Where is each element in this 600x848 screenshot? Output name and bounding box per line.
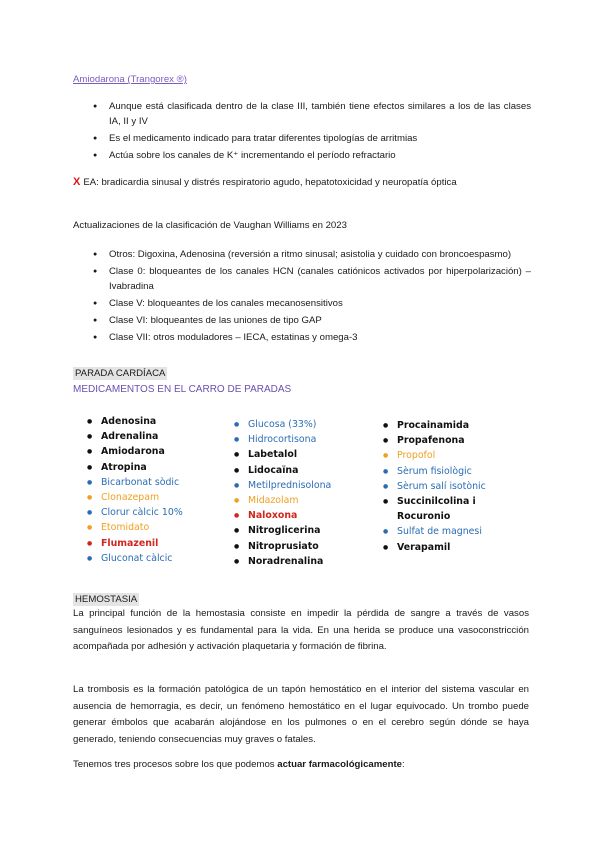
hemostasia-paragraph-2: La trombosis es la formación patológica de un tapón hemostático en el interior del sistema vascular en ausencia de hemorragia, es decir, un fenómeno hemostático en el lugar equivocado. Un trombo puede generar émbolos que acabarán alojándose en los pulmones o en el cerebro según dónde se haya generado, teniendo consecuencias muy graves o fatales. [73,684,529,745]
drug-item: ● Hidrocortisona [230,432,331,447]
red-x-icon: X [73,176,81,188]
drug-item: ● Naloxona [230,508,331,523]
drug-item: ● Flumazenil [83,536,183,551]
drug-item: ● Adrenalina [83,429,183,444]
drug-item: ● Gluconat càlcic [83,551,183,566]
p3-text-start: Tenemos tres procesos sobre los que podemos [73,759,278,770]
list-item: ● Aunque está clasificada dentro de la clase III, también tiene efectos similares a los de las clases IA, II y IV [93,99,531,129]
drug-item: ● Propofol [379,448,486,463]
drug-column-3 [379,418,486,555]
list-item: ● Clase VI: bloqueantes de las uniones de tipo GAP [93,313,531,328]
drug-item: ● Procainamida [379,418,486,433]
hemostasia-paragraph-3 [73,757,529,774]
drug-item: ● Sulfat de magnesi [379,524,486,539]
drug-item: ● Clonazepam [83,490,183,505]
hemostasia-heading: HEMOSTASIA [75,594,138,605]
vaughan-williams-bullets [93,247,531,347]
drug-list-image [73,404,513,574]
amiodarona-bullets [93,99,531,165]
hemostasia-paragraph-1: La principal función de la hemostasia consiste en impedir la pérdida de sangre a través de vasos sanguíneos lesionados y es fundamental para la vida. En una herida se produce una vasoconstricción acompañada por adhesión y activación plaquetaria y formación de fibrina. [73,608,529,652]
drug-item: ● Etomidato [83,520,183,535]
drug-item: ● Sèrum fisiològic [379,464,486,479]
drug-item: ● Midazolam [230,493,331,508]
list-item: ● Clase VII: otros moduladores – IECA, estatinas y omega-3 [93,330,531,345]
list-item: ● Actúa sobre los canales de K⁺ incrementando el período refractario [93,148,531,163]
drug-item: ● Succinilcolina i [379,494,486,509]
list-item: ● Clase V: bloqueantes de los canales mecanosensitivos [93,296,531,311]
drug-item: ● Amiodarona [83,444,183,459]
drug-item: ● Metilprednisolona [230,478,331,493]
drug-column-1 [83,414,183,566]
p3-text-end: : [402,759,405,770]
adverse-effects-line [73,176,457,188]
parada-cardiaca-heading: PARADA CARDÍACA [75,368,166,379]
drug-item: ● Labetalol [230,447,331,462]
vaughan-williams-title: Actualizaciones de la clasificación de Vaughan Williams en 2023 [73,220,347,231]
amiodarona-title: Amiodarona (Trangorex ®) [73,74,187,85]
drug-item: ● Lidocaïna [230,463,331,478]
drug-column-2 [230,417,331,569]
drug-item: ● Atropina [83,460,183,475]
drug-item-continuation: Rocuronio [397,511,451,523]
list-item: ● Clase 0: bloqueantes de los canales HCN (canales catiónicos activados por hiperpolarización) – Ivabradina [93,264,531,294]
list-item: ● Es el medicamento indicado para tratar diferentes tipologías de arritmias [93,131,531,146]
drug-item: ● Glucosa (33%) [230,417,331,432]
adverse-effects-text: EA: bradicardia sinusal y distrés respiratorio agudo, hepatotoxicidad y neuropatía óptica [83,177,457,188]
drug-item: ● Clorur càlcic 10% [83,505,183,520]
p3-text-bold: actuar farmacológicamente [277,759,403,770]
drug-item: ● Bicarbonat sòdic [83,475,183,490]
list-item: ● Otros: Digoxina, Adenosina (reversión a ritmo sinusal; asistolia y cuidado con broncoespasmo) [93,247,531,262]
drug-item: ● Nitroprusiato [230,539,331,554]
drug-item: ● Nitroglicerina [230,523,331,538]
drug-item: ● Propafenona [379,433,486,448]
drug-item: ● Noradrenalina [230,554,331,569]
drug-item: ● Adenosina [83,414,183,429]
drug-item: ● Sèrum salí isotònic [379,479,486,494]
drug-item: ● Verapamil [379,540,486,555]
carro-paradas-title: MEDICAMENTOS EN EL CARRO DE PARADAS [73,384,292,395]
